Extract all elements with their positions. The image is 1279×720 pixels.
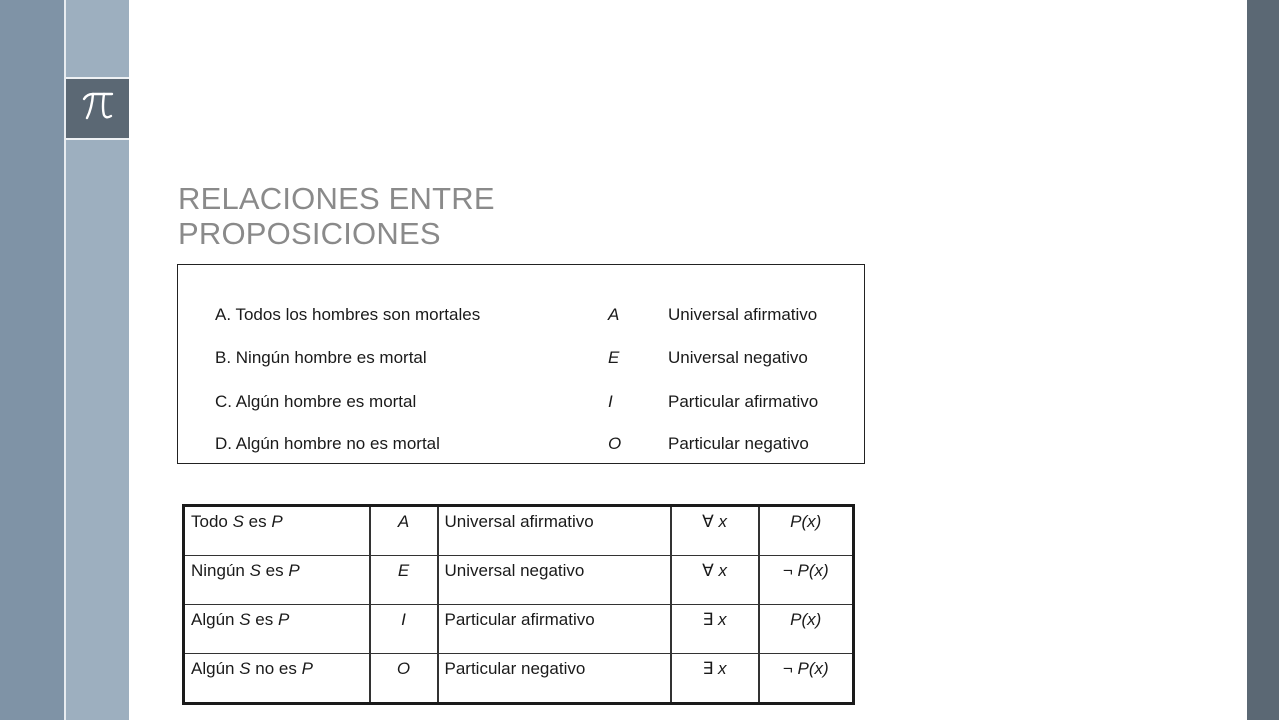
logic-forms-table <box>182 504 855 705</box>
type-cell: Universal negativo <box>438 556 671 605</box>
proposition-row <box>178 434 864 458</box>
proposition-text: C. Algún hombre es mortal <box>215 392 417 411</box>
proposition-text: A. Todos los hombres son mortales <box>215 305 481 324</box>
proposition-type: Particular afirmativo <box>668 392 819 411</box>
proposition-row <box>178 392 864 416</box>
logo-box <box>66 77 129 140</box>
type-cell: Universal afirmativo <box>438 506 671 556</box>
proposition-text: B. Ningún hombre es mortal <box>215 348 427 367</box>
left-decorative-band <box>0 0 64 720</box>
statement-cell: Ningún S es P <box>184 556 370 605</box>
quantifier-cell: ∀ x <box>671 506 759 556</box>
proposition-type: Universal negativo <box>668 348 808 367</box>
page-title <box>178 181 778 251</box>
symbol-cell: I <box>370 605 438 654</box>
formula-cell: P(x) <box>759 506 854 556</box>
type-cell: Particular negativo <box>438 654 671 704</box>
proposition-text: D. Algún hombre no es mortal <box>215 434 440 453</box>
propositions-box <box>177 264 865 464</box>
proposition-symbol: O <box>608 434 622 453</box>
proposition-symbol: I <box>608 392 613 411</box>
statement-cell: Algún S es P <box>184 605 370 654</box>
proposition-row <box>178 305 864 329</box>
quantifier-cell: ∃ x <box>671 654 759 704</box>
title-line-1: RELACIONES ENTRE <box>178 181 495 216</box>
table-row <box>184 556 854 605</box>
table-row <box>184 605 854 654</box>
statement-cell: Todo S es P <box>184 506 370 556</box>
proposition-row <box>178 348 864 372</box>
table-row <box>184 654 854 704</box>
quantifier-cell: ∀ x <box>671 556 759 605</box>
proposition-symbol: E <box>608 348 620 367</box>
table-row <box>184 506 854 556</box>
symbol-cell: E <box>370 556 438 605</box>
quantifier-cell: ∃ x <box>671 605 759 654</box>
proposition-type: Universal afirmativo <box>668 305 818 324</box>
title-line-2: PROPOSICIONES <box>178 216 441 251</box>
proposition-symbol: A <box>608 305 620 324</box>
statement-cell: Algún S no es P <box>184 654 370 704</box>
symbol-cell: O <box>370 654 438 704</box>
formula-cell: ¬ P(x) <box>759 654 854 704</box>
symbol-cell: A <box>370 506 438 556</box>
pi-icon <box>78 86 118 131</box>
type-cell: Particular afirmativo <box>438 605 671 654</box>
formula-cell: P(x) <box>759 605 854 654</box>
formula-cell: ¬ P(x) <box>759 556 854 605</box>
proposition-type: Particular negativo <box>668 434 809 453</box>
right-decorative-band <box>1247 0 1279 720</box>
